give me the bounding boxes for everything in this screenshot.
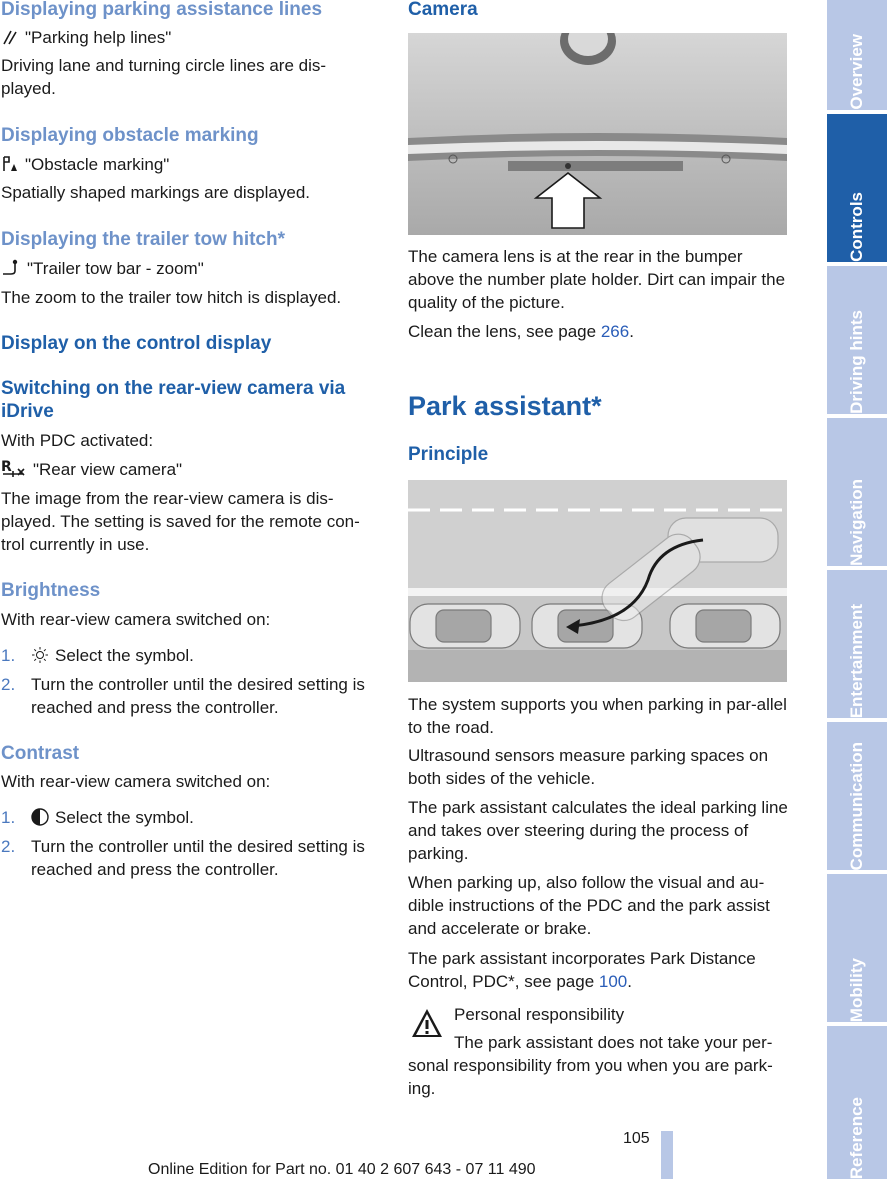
car-right — [670, 604, 780, 648]
rear-view-option: R "Rear view camera" — [1, 459, 183, 479]
edition-footer: Online Edition for Part no. 01 40 2 607 643 - 07 11 490 — [148, 1161, 536, 1178]
rear-view-camera-icon — [1, 458, 27, 478]
heading-control-display: Display on the control display — [1, 333, 272, 354]
brightness-sun-icon — [31, 646, 49, 664]
trailer-hitch-icon — [1, 259, 21, 277]
heading-park-assistant: Park assistant* — [408, 391, 602, 421]
parking-lines-icon — [1, 28, 19, 46]
page-marker-bar — [661, 1131, 673, 1179]
brightness-steps — [1, 644, 379, 719]
list-item: 1. Select the symbol. — [1, 646, 194, 665]
obstacle-desc: Spatially shaped markings are displayed. — [1, 183, 311, 202]
heading-camera: Camera — [408, 0, 478, 20]
parking-diagram — [408, 480, 787, 682]
heading-principle: Principle — [408, 444, 489, 465]
tab-mobility[interactable]: Mobility — [827, 874, 887, 1022]
camera-location-drawing — [408, 33, 787, 235]
car-left — [410, 604, 520, 648]
page-link-266[interactable]: 266 — [600, 322, 630, 341]
heading-trailer: Displaying the trailer tow hitch* — [1, 229, 285, 250]
tab-navigation[interactable]: Navigation — [827, 418, 887, 566]
clean-lens: Clean the lens, see page 266. — [408, 322, 634, 341]
brightness-intro: With rear-view camera switched on: — [1, 610, 271, 629]
contrast-intro: With rear-view camera switched on: — [1, 772, 271, 791]
para-4: When parking up, also follow the visual and au-dible instructions of the PDC and the park assist and accelerate or brake. — [408, 873, 770, 938]
obstacle-marking-icon — [1, 155, 19, 173]
para-5: The park assistant incorporates Park Distance Control, PDC*, see page 100. — [408, 949, 756, 991]
tab-controls[interactable]: Controls — [827, 114, 887, 262]
heading-contrast: Contrast — [1, 743, 80, 764]
warning-title: Personal responsibility — [454, 1005, 625, 1024]
page-number: 105 — [623, 1130, 650, 1147]
list-item: 1. Select the symbol. — [1, 808, 194, 827]
svg-text:R: R — [1, 459, 12, 475]
tab-communication[interactable]: Communication — [827, 722, 887, 870]
rear-view-desc: The image from the rear-view camera is dis-played. The setting is saved for the remote con-trol currently in use. — [1, 489, 360, 554]
para-3: The park assistant calculates the ideal parking line and takes over steering during the process of parking. — [408, 798, 788, 863]
contrast-icon — [31, 808, 49, 826]
heading-parking-lines: Displaying parking assistance lines — [1, 0, 323, 20]
heading-obstacle: Displaying obstacle marking — [1, 125, 259, 146]
park-assistant-illustration — [408, 480, 787, 682]
with-pdc: With PDC activated: — [1, 431, 154, 450]
trailer-option: "Trailer tow bar - zoom" — [1, 257, 204, 280]
heading-brightness: Brightness — [1, 580, 101, 601]
camera-illustration — [408, 33, 787, 235]
page-link-100[interactable]: 100 — [598, 972, 628, 991]
tab-driving-hints[interactable]: Driving hints — [827, 266, 887, 414]
obstacle-option: "Obstacle marking" — [1, 153, 169, 176]
trailer-desc: The zoom to the trailer tow hitch is displayed. — [1, 288, 342, 307]
tab-entertainment[interactable]: Entertainment — [827, 570, 887, 718]
warning-text: The park assistant does not take your per-sonal responsibility from you when you are park-ing. — [408, 1033, 773, 1098]
tab-overview[interactable]: Overview — [827, 0, 887, 110]
camera-desc: The camera lens is at the rear in the bumper above the number plate holder. Dirt can impair the quality of the picture. — [408, 247, 786, 312]
contrast-steps — [1, 806, 379, 881]
heading-switching: Switching on the rear-view camera via iDrive — [1, 378, 346, 422]
list-item: 2. Turn the controller until the desired setting is reached and press the controller. — [1, 837, 365, 879]
list-item: 2. Turn the controller until the desired setting is reached and press the controller. — [1, 675, 365, 717]
parking-lines-desc: Driving lane and turning circle lines are dis-played. — [1, 56, 327, 98]
parking-lines-option: "Parking help lines" — [1, 26, 171, 49]
para-1: The system supports you when parking in par-allel to the road. — [408, 695, 787, 737]
para-2: Ultrasound sensors measure parking spaces on both sides of the vehicle. — [408, 746, 769, 788]
tab-reference[interactable]: Reference — [827, 1026, 887, 1179]
